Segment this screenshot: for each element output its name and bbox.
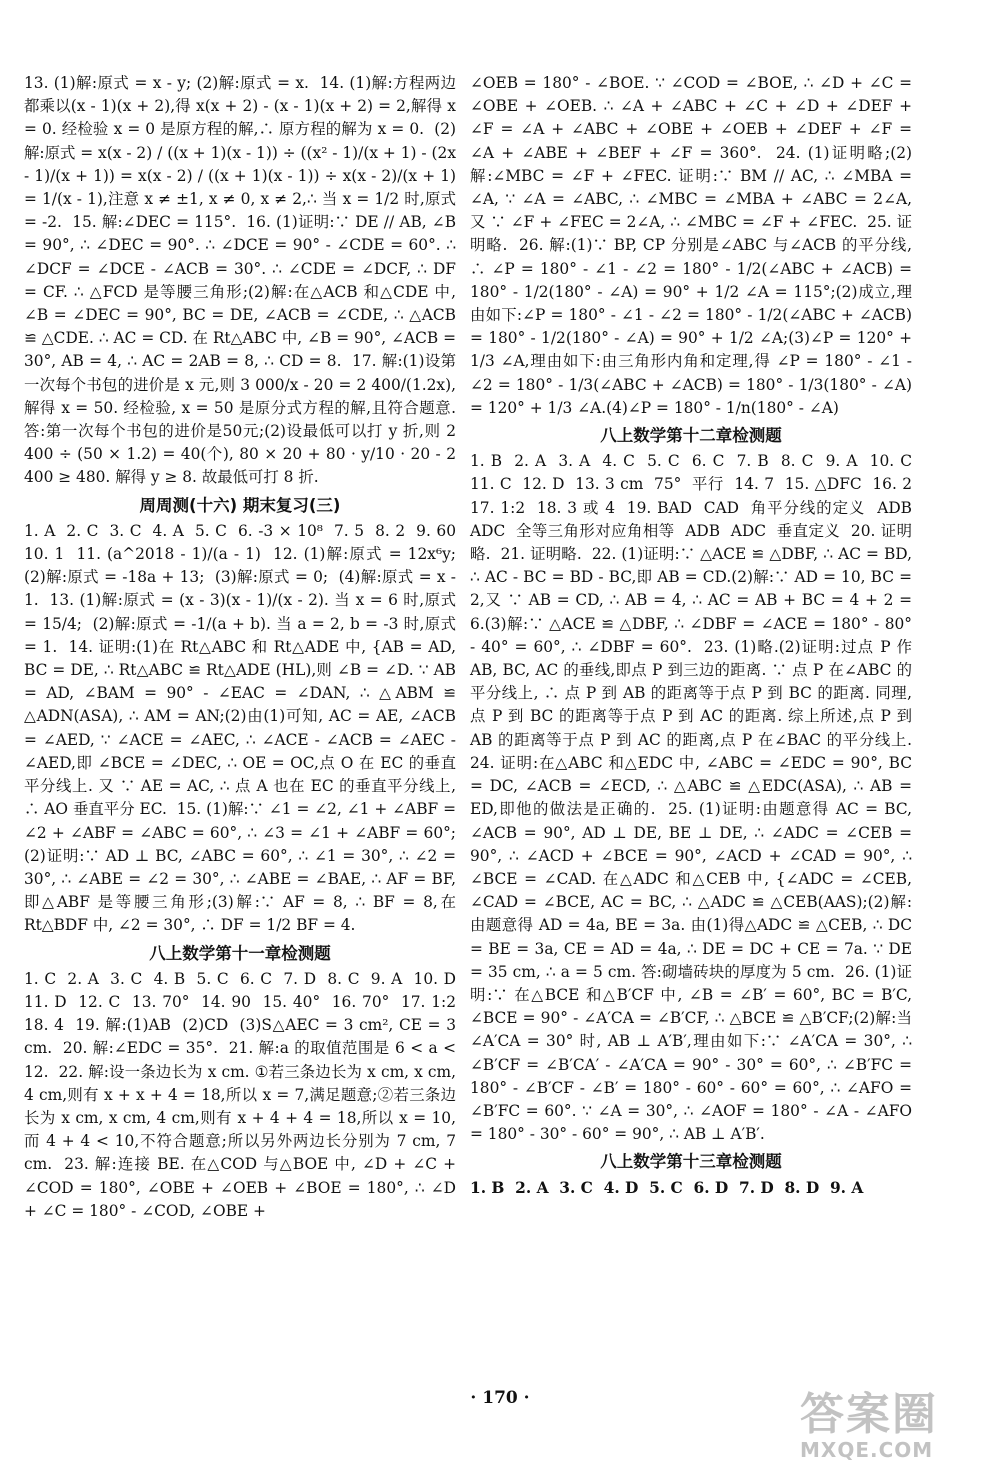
answers-paragraph: 13. (1)解:原式 = x - y; (2)解:原式 = x. 14. (1)解:方程两边都乘以(x - 1)(x + 2),得 x(x + 2) - (x - 1)(x + 2) = 2,解得 x = 0. 经检验 x = 0 是原方程的解,∴ 原方程的解为 x = 0. (2)解:原式 = x(x - 2) / ((x + 1)(x - 1)) ÷ ((x² - 1)/(x + 1) - (2x - 1)/(x + 1)) = x(x - 2) / ((x + 1)(x - 1)) ÷ x(x - 2)/(x + 1) = 1/(x - 1),注意 x ≠ ±1, x ≠ 0, x ≠ 2,∴ 当 x = 1/2 时,原式 = -2. 15. 解:∠DEC = 115°. 16. (1)证明:∵ DE // AB, ∠B = 90°, ∴ ∠DEC = 90°. ∴ ∠DCE = 90° - ∠CDE = 60°. ∴ ∠DCF = ∠DCE - ∠ACB = 30°. ∴ ∠CDE = ∠DCF, ∴ DF = CF. ∴ △FCD 是等腰三角形;(2)解:在△ACB 和△CDE 中, ∠B = ∠DEC = 90°, BC = DE, ∠ACB = ∠CDE, ∴ △ACB ≌ △CDE. ∴ AC = CD. 在 Rt△ABC 中, ∠B = 90°, ∠ACB = 30°, AB = 4, ∴ AC = 2AB = 8, ∴ CD = 8. 17. 解:(1)设第一次每个书包的进价是 x 元,则 3 000/x - 20 = 2 400/(1.2x),解得 x = 50. 经检验, x = 50 是原分式方程的解,且符合题意. 答:第一次每个书包的进价是50元;(2)设最低可以打 y 折,则 2 400 ÷ (50 × 1.2) = 40(个), 80 × 20 + 80 · y/10 · 20 - 2 400 ≥ 480. 解得 y ≥ 8. 故最低可打 8 折.	[24, 74, 461, 487]
section-title: 周周测(十六) 期末复习(三)	[139, 495, 341, 515]
answers-paragraph: ∠OEB = 180° - ∠BOE. ∵ ∠COD = ∠BOE, ∴ ∠D + ∠C = ∠OBE + ∠OEB. ∴ ∠A + ∠ABC + ∠C + ∠D + ∠DEF + ∠F = ∠A + ∠ABC + ∠OBE + ∠OEB + ∠DEF + ∠F = ∠A + ∠ABE + ∠BEF + ∠F = 360°. 24. (1)证明略;(2)解:∠MBC = ∠F + ∠FEC. 证明:∵ BM // AC, ∴ ∠MBA = ∠A, ∵ ∠A = ∠ABC, ∴ ∠MBC = ∠MBA + ∠ABC = 2∠A, 又 ∵ ∠F + ∠FEC = 2∠A, ∴ ∠MBC = ∠F + ∠FEC. 25. 证明略. 26. 解:(1)∵ BP, CP 分别是∠ABC 与∠ACB 的平分线, ∴ ∠P = 180° - ∠1 - ∠2 = 180° - 1/2(∠ABC + ∠ACB) = 180° - 1/2(180° - ∠A) = 90° + 1/2 ∠A = 115°;(2)成立,理由如下:∠P = 180° - ∠1 - ∠2 = 180° - 1/2(∠ABC + ∠ACB) = 180° - 1/2(180° - ∠A) = 90° + 1/2 ∠A;(3)∠P = 120° + 1/3 ∠A,理由如下:由三角形内角和定理,得 ∠P = 180° - ∠1 - ∠2 = 180° - 1/3(∠ABC + ∠ACB) = 180° - 1/3(180° - ∠A) = 120° + 1/3 ∠A.(4)∠P = 180° - 1/n(180° - ∠A)	[470, 74, 917, 417]
section-title: 八上数学第十三章检测题	[600, 1152, 782, 1172]
section-title: 八上数学第十二章检测题	[600, 426, 782, 446]
answers-paragraph: 1. B 2. A 3. C 4. D 5. C 6. D 7. D 8. D 9. A	[470, 1178, 864, 1197]
watermark-logo-text: 答案圈	[800, 1389, 938, 1440]
page-number: · 170 ·	[470, 1388, 530, 1408]
answers-paragraph: 1. A 2. C 3. C 4. A 5. C 6. -3 × 10⁸ 7. 5 8. 2 9. 60 10. 1 11. (a^2018 - 1)/(a - 1) 12. (1)解:原式 = 12x⁶y; (2)解:原式 = -18a + 13; (3)解:原式 = 0; (4)解:原式 = x - 1. 13. (1)解:原式 = (x - 3)(x - 1)/(x - 2). 当 x = 6 时,原式 = 15/4; (2)解:原式 = -1/(a + b). 当 a = 2, b = -3 时,原式 = 1. 14. 证明:(1)在 Rt△ABC 和 Rt△ADE 中, {AB = AD, BC = DE, ∴ Rt△ABC ≌ Rt△ADE (HL),则 ∠B = ∠D. ∵ AB = AD, ∠BAM = 90° - ∠EAC = ∠DAN, ∴ △ABM ≌ △ADN(ASA), ∴ AM = AN;(2)由(1)可知, AC = AE, ∠ACB = ∠AED, ∵ ∠ACE = ∠AEC, ∴ ∠ACE - ∠ACB = ∠AEC - ∠AED,即 ∠BCE = ∠DEC, ∴ OE = OC,点 O 在 EC 的垂直平分线上. 又 ∵ AE = AC, ∴ 点 A 也在 EC 的垂直平分线上, ∴ AO 垂直平分 EC. 15. (1)解:∵ ∠1 = ∠2, ∠1 + ∠ABF = ∠2 + ∠ABF = ∠ABC = 60°, ∴ ∠3 = ∠1 + ∠ABF = 60°;(2)证明:∵ AD ⊥ BC, ∠ABC = 60°, ∴ ∠1 = 30°, ∴ ∠2 = 30°, ∴ ∠ABE = ∠2 = 30°, ∴ ∠ABE = ∠BAE, ∴ AF = BF,即△ABF 是等腰三角形;(3)解:∵ AF = 8, ∴ BF = 8,在 Rt△BDF 中, ∠2 = 30°, ∴ DF = 1/2 BF = 4.	[24, 521, 466, 935]
left-column	[24, 72, 466, 1223]
right-column	[470, 72, 922, 1200]
watermark-url: MXQE.COM	[800, 1438, 934, 1462]
answers-paragraph: 1. C 2. A 3. C 4. B 5. C 6. C 7. D 8. C 9. A 10. D 11. D 12. C 13. 70° 14. 90 15. 40° 16. 70° 17. 1:2 18. 4 19. 解:(1)AB (2)CD (3)S△AEC = 3 cm², CE = 3 cm. 20. 解:∠EDC = 35°. 21. 解:a 的取值范围是 6 < a < 12. 22. 解:设一条边长为 x cm. ①若三条边长为 x cm, x cm, 4 cm,则有 x + x + 4 = 18,所以 x = 7,满足题意;②若三条边长为 x cm, x cm, 4 cm,则有 x + 4 + 4 = 18,所以 x = 10,而 4 + 4 < 10,不符合题意;所以另外两边长分别为 7 cm, 7 cm. 23. 解:连接 BE. 在△COD 与△BOE 中, ∠D + ∠C + ∠COD = 180°, ∠OBE + ∠OEB + ∠BOE = 180°, ∴ ∠D + ∠C = 180° - ∠COD, ∠OBE +	[24, 969, 466, 1220]
section-title: 八上数学第十一章检测题	[149, 943, 331, 963]
answers-paragraph: 1. B 2. A 3. A 4. C 5. C 6. C 7. B 8. C 9. A 10. C 11. C 12. D 13. 3 cm 75° 平行 14. 7 15. △DFC 16. 2 17. 1:2 18. 3 或 4 19. BAD CAD 角平分线的定义 ADB ADC 全等三角形对应角相等 ADB ADC 垂直定义 20. 证明略. 21. 证明略. 22. (1)证明:∵ △ACE ≌ △DBF, ∴ AC = BD, ∴ AC - BC = BD - BC,即 AB = CD.(2)解:∵ AD = 10, BC = 2,又 ∵ AB = CD, ∴ AB = 4, ∴ AC = AB + BC = 4 + 2 = 6.(3)解:∵ △ACE ≌ △DBF, ∴ ∠DBF = ∠ACE = 180° - 80° - 40° = 60°, ∴ ∠DBF = 60°. 23. (1)略.(2)证明:过点 P 作 AB, BC, AC 的垂线,即点 P 到三边的距离. ∵ 点 P 在∠ABC 的平分线上, ∴ 点 P 到 AB 的距离等于点 P 到 BC 的距离. 同理,点 P 到 BC 的距离等于点 P 到 AC 的距离. 综上所述,点 P 到 AB 的距离等于点 P 到 AC 的距离,点 P 在∠BAC 的平分线上. 24. 证明:在△ABC 和△EDC 中, ∠ABC = ∠EDC = 90°, BC = DC, ∠ACB = ∠ECD, ∴ △ABC ≌ △EDC(ASA), ∴ AB = ED,即他的做法是正确的. 25. (1)证明:由题意得 AC = BC, ∠ACB = 90°, AD ⊥ DE, BE ⊥ DE, ∴ ∠ADC = ∠CEB = 90°, ∴ ∠ACD + ∠BCE = 90°, ∠ACD + ∠CAD = 90°, ∴ ∠BCE = ∠CAD. 在△ADC 和△CEB 中, {∠ADC = ∠CEB, ∠CAD = ∠BCE, AC = BC, ∴ △ADC ≌ △CEB(AAS);(2)解:由题意得 AD = 4a, BE = 3a. 由(1)得△ADC ≌ △CEB, ∴ DC = BE = 3a, CE = AD = 4a, ∴ DE = DC + CE = 7a. ∵ DE = 35 cm, ∴ a = 5 cm. 答:砌墙砖块的厚度为 5 cm. 26. (1)证明:∵ 在△BCE 和△B′CF 中, ∠B = ∠B′ = 60°, BC = B′C, ∠BCE = 90° - ∠A′CA = ∠B′CF, ∴ △BCE ≌ △B′CF;(2)解:当∠A′CA = 30° 时, AB ⊥ A′B′,理由如下:∵ ∠A′CA = 30°, ∴ ∠B′CF = ∠B′CA′ - ∠A′CA = 90° - 30° = 60°, ∴ ∠B′FC = 180° - ∠B′CF - ∠B′ = 180° - 60° - 60° = 60°, ∴ ∠AFO = ∠B′FC = 60°. ∵ ∠A = 30°, ∴ ∠AOF = 180° - ∠A - ∠AFO = 180° - 30° - 60° = 90°, ∴ AB ⊥ A′B′.	[470, 452, 922, 1144]
watermark-logo	[800, 1389, 990, 1464]
